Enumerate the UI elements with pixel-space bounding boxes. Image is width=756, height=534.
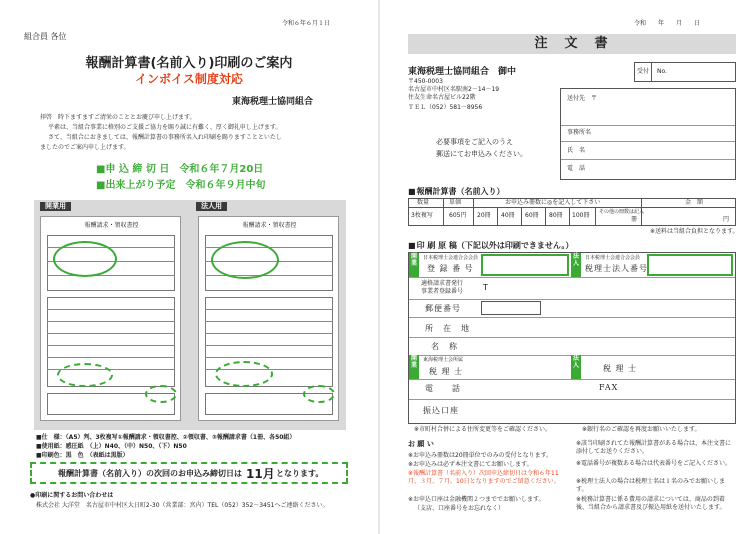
- invoice-label-2: 事業者登録番号: [421, 288, 464, 295]
- order-form-title: 注 文 書: [534, 36, 610, 51]
- phone-label: 電 話: [567, 165, 586, 172]
- reception-box: [634, 62, 736, 82]
- notice-text: 報酬計算書（名前入り）の次回のお申込み締切日は: [58, 469, 242, 478]
- corp-small: 日本税理士会連合会会員: [585, 255, 641, 261]
- contact-info: 株式会社 大洋堂 名古屋市中村区大日町2-30（営業部：宮内）TEL（052）352－3451へご連絡ください。: [36, 502, 329, 509]
- order-addressee: 東海税理士協同組合 御中: [408, 67, 517, 77]
- reg-small: 日本税理士会連合会会員: [423, 255, 479, 261]
- zip-label: 郵便番号: [425, 304, 461, 313]
- tag-kaigyo: 開業用: [40, 202, 71, 211]
- notice-month: 11月: [246, 467, 275, 481]
- row-type: 3枚複写: [411, 212, 433, 219]
- reception-label: 受付: [637, 68, 650, 75]
- member-small: 東海税理士会所属: [423, 357, 464, 363]
- right-page: [380, 0, 756, 534]
- left-title: 報酬計算書(名前入り)印刷のご案内: [85, 56, 293, 71]
- next-deadline-notice: [30, 462, 348, 484]
- sample-hojin: [198, 216, 339, 421]
- qty-100[interactable]: 100冊: [572, 212, 590, 219]
- req-8: ※税理士法人の場合は税理士名は１名のみでお願いします。: [576, 478, 726, 493]
- corp-no-label: 税理士法人番号: [585, 264, 648, 273]
- bank-label: 振込口座: [423, 406, 459, 415]
- tel-label: 電 話: [425, 384, 461, 393]
- tag-hojin: 法人用: [196, 202, 227, 211]
- highlight-oval-5: [215, 361, 273, 387]
- tag-hojin-2: 法人: [571, 355, 581, 379]
- dest-label: 送付先 〒: [567, 95, 598, 102]
- print-form: [408, 252, 736, 424]
- yen-unit: 円: [723, 216, 730, 223]
- taxpro-label-1: 税 理 士: [429, 367, 464, 376]
- tag-kaigyo-1: 開業: [409, 253, 419, 277]
- qty-other: その他の冊数は記入: [599, 209, 645, 215]
- note-address: ※市町村合併による住所変更等をご確認ください。: [414, 426, 552, 433]
- left-subtitle: インボイス制度対応: [135, 72, 243, 86]
- highlight-oval-1: [53, 241, 117, 277]
- right-date: 令和 年 月 日: [634, 20, 701, 27]
- addressee: 組合員 各位: [24, 32, 67, 41]
- req-4: ※お申込口座は金融機関２つまででお願いします。: [408, 496, 545, 503]
- reg-no-boxes[interactable]: [481, 254, 569, 276]
- req-9: ※税務計算書に係る費用の請求については、商品の到着後、当組合から請求書及び振込用紙を送付いたします。: [576, 496, 726, 511]
- notice-tail: となります。: [276, 469, 324, 478]
- sample-kaigyo: [40, 216, 181, 421]
- highlight-oval-4: [211, 241, 279, 279]
- deadline: ■申 込 締 切 日 令和６年７月20日: [96, 164, 264, 175]
- sample-title-1: 報酬請求・領収書控: [84, 222, 139, 229]
- zip-input[interactable]: [481, 301, 541, 315]
- row-price: 605円: [449, 212, 467, 219]
- taxpro-label-2: 税 理 士: [603, 364, 638, 373]
- request-heading: お 願 い: [408, 440, 434, 448]
- req-5: （支店、口座番号をお忘れなく）: [414, 505, 505, 512]
- note-bank: ※銀行名のご確認を再度お願いいたします。: [582, 426, 701, 433]
- addr-street: 名古屋市中村区名駅南2－14－19: [408, 86, 500, 93]
- spec-format: ■仕 様：（A5）判、3枚複写①報酬請求・領収書控、②領収書、③報酬請求書（1冊、各50組）: [36, 434, 296, 441]
- name-label: 氏 名: [567, 147, 586, 154]
- body-line-1: 拝啓 時下ますますご清栄のこととお慶び申し上げます。: [40, 114, 196, 121]
- invoice-label-1: 適格請求書発行: [421, 280, 464, 287]
- body-line-3: さて、当組合におきましては、報酬計算書の事務所名入れ印刷を賜りますことといたし: [48, 134, 282, 141]
- spec-color: ■印刷色：黒 色 （表紙は黒版）: [36, 452, 129, 459]
- req-7: ※電話番号が複数ある場合は代表番号をご記入ください。: [576, 460, 732, 467]
- highlight-oval-3: [145, 385, 177, 403]
- highlight-oval-2: [57, 363, 113, 387]
- addr-zip: 〒450-0003: [408, 78, 443, 85]
- highlight-oval-6: [303, 385, 335, 403]
- address-label: 所 在 地: [425, 324, 470, 333]
- left-sender: 東海税理士協同組合: [232, 97, 314, 107]
- body-line-2: 平素は、当組合事業に格別のご支援ご協力を賜り誠に有難く、厚く御礼申し上げます。: [48, 124, 282, 131]
- qty-table: [408, 198, 736, 226]
- section-print: ■ 印 刷 原 稿（下記以外は印刷できません。）: [408, 240, 573, 251]
- reception-no: No.: [657, 68, 667, 75]
- qty-satsu: 冊: [631, 216, 638, 223]
- order-form-header: [408, 34, 736, 54]
- qty-40[interactable]: 40冊: [501, 212, 515, 219]
- sample-title-2: 報酬請求・領収書控: [242, 222, 297, 229]
- sample-images: [34, 200, 346, 430]
- completion-date: ■出来上がり予定 令和６年９月中旬: [96, 180, 266, 191]
- h-unit: 数量: [417, 199, 430, 206]
- corp-no-boxes[interactable]: [647, 254, 733, 276]
- qty-20[interactable]: 20冊: [477, 212, 491, 219]
- office-name-label: 名 称: [431, 342, 458, 351]
- instruction-2: 郵送にてお申込みください。: [436, 150, 527, 158]
- tag-hojin-1: 法人: [571, 253, 581, 277]
- t-mark: T: [483, 283, 488, 292]
- req-2: ※お申込みは必ず本注文書にてお願いします。: [408, 461, 533, 468]
- instruction-1: 必要事項をご記入のうえ: [436, 138, 513, 146]
- recipient-box: [560, 88, 736, 180]
- fax-label: FAX: [599, 383, 619, 392]
- contact-heading: ●印刷に関するお問い合わせは: [30, 492, 114, 499]
- addr-tel: ＴＥＬ（052）581－8956: [408, 104, 483, 111]
- h-price: 単価: [449, 199, 462, 206]
- body-line-4: ましたのでご案内申し上げます。: [40, 144, 130, 151]
- calc-note: ※送料は当組合負担となります。: [650, 228, 739, 235]
- qty-80[interactable]: 80冊: [549, 212, 563, 219]
- h-total: 金 額: [685, 199, 704, 206]
- h-qty: お申込み冊数に◎を記入して下さい: [505, 199, 601, 206]
- qty-60[interactable]: 60冊: [525, 212, 539, 219]
- tag-kaigyo-2: 開業: [409, 355, 419, 379]
- addr-building: 住友生命名古屋ビル22階: [408, 94, 476, 101]
- req-1: ※お申込み冊数は20冊単位でのみの受付となります。: [408, 452, 553, 459]
- spec-paper: ■使用紙：感圧紙 （上）N40、（中）N50、（下）N50: [36, 443, 187, 450]
- section-calc: ■ 報酬計算書（名前入り）: [408, 186, 505, 197]
- req-6: ※該当印刷されてた報酬計算書がある場合は、本注文書に添付してお送りください。: [576, 440, 732, 455]
- req-3: ※報酬計算書（名前入り）次回申込締切日は令和６年11月、３月、７月、10日となりますのでご留意ください。: [408, 470, 560, 485]
- office-label: 事務所名: [567, 129, 592, 136]
- left-date: 令和６年６月１日: [282, 20, 331, 27]
- reg-no-label: 登 録 番 号: [427, 264, 474, 273]
